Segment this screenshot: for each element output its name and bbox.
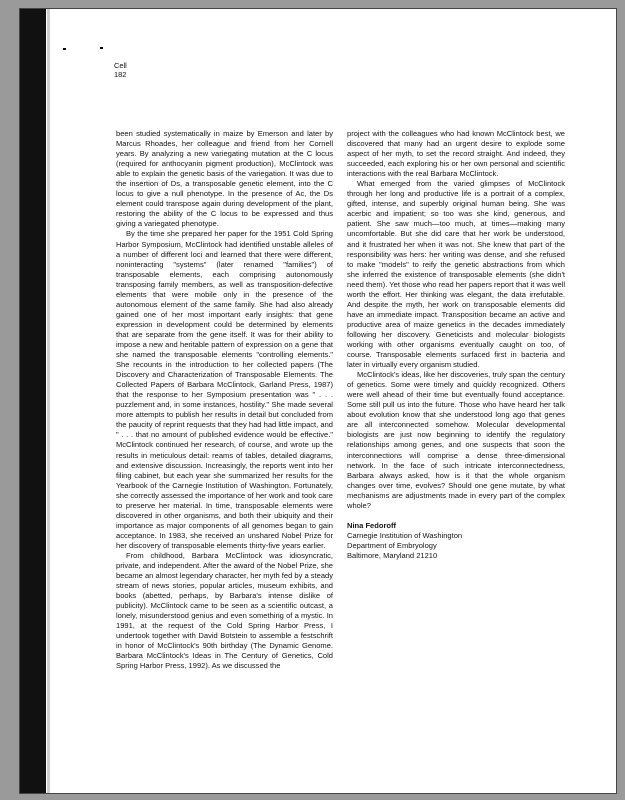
scan-mark [100,47,103,49]
journal-page [19,8,617,794]
author-signature [347,521,565,561]
author-name: Nina Fedoroff [347,520,397,530]
paragraph: What emerged from the varied glimpses of McClintock through her long and productive life is a portrait of a complex, gifted, intense, and superbly original human being. She was acerbic and impatient; so too was she kind, generous, and patient. She saw much—too much, at times—making many uncomfortable. But she did care that her work be understood, and it frustrated her when it was not. She knew that part of the responsibility was hers: her writing was dense, and she refused to make "models" to reify the genetic abstractions from which she inferred the existence of transposable elements (she didn't need them). Yet those who read her papers report that it was well worth the effort. Her thinking was elegant, the data irrefutable. And despite the myth, her work on transposable elements did have an immediate impact. Transposition became an active and productive area of maize genetics in the decades immediately following her discovery. Geneticists and molecular biologists working with other organisms eventually caught on too, of course. Transposable elements surfaced first in bacteria and later in virtually every organism studied. [347,179,565,370]
page-number: 182 [114,70,127,79]
author-department: Department of Embryology [347,540,437,550]
paragraph: From childhood, Barbara McClintock was idiosyncratic, private, and independent. After the award of the Nobel Prize, she became an almost legendary character, her myth fed by a steady stream of news stories, popular articles, museum exhibits, and books (abetted, perhaps, by Barbara's intense dislike of publicity). McClintock came to be seen as a scientific outcast, a lonely, misunderstood genius and even something of a mystic. In 1991, at the request of the Cold Spring Harbor Press, I undertook together with David Botstein to assemble a festschrift in honor of McClintock's 90th birthday (The Dynamic Genome. Barbara McClintock's Ideas in The Century of Genetics, Cold Spring Harbor Press, 1992). As we discussed the [116,550,333,671]
binding-edge [20,9,46,793]
paragraph: McClintock's ideas, like her discoveries, truly span the century of genetics. Some were timely and quickly recognized. Others were well ahead of their time but eventually found acceptance. Some still pull us into the future. Those who have heard her talk about evolution know that she understood long ago that genes are all interconnected somehow. Molecular developmental biologists are just now beginning to identify the regulatory relationships among genes, and one suspects that soon the interconnections will comprise a dense three-dimensional network. In the face of such intricate interconnectedness, Barbara always asked, how is it that the whole organism changes over time, evolves? Should one gene mutate, by what mechanisms are adjustments made in every part of the complex whole? [347,370,565,510]
paragraph: project with the colleagues who had known McClintock best, we discovered that many had an urgent desire to explode some aspect of her myth, to set the record straight. And indeed, they succeeded, each exploring his or her own personal and scientific interactions with the real Barbara McClintock. [347,129,565,179]
paragraph: been studied systematically in maize by Emerson and later by Marcus Rhoades, her colleague and friend from her Cornell years. By analyzing a new variegating mutation at the C locus (required for anthocyanin pigment production), McClintock was able to explain the genetic basis of the variegation. It was due to the insertion of Ds, a transposable genetic element, into the C locus to give a null phenotype. In the presence of Ac, the Ds element could transpose again during development of the plant, restoring the ability of the C locus to be expressed and thus giving a variegated phenotype. [116,129,333,229]
paragraph: By the time she prepared her paper for the 1951 Cold Spring Harbor Symposium, McClintock had identified unstable alleles of a number of different loci and learned that there were different, noninteracting "systems" (later renamed "families") of transposable elements, each comprising autonomously transposing family members, as well as transposition-defective elements that were mobile only in the presence of the autonomous element of the same family. She had also already gained one of her most important early insights: that gene expression in development could be determined by elements that are separate from the gene itself. It was for their ability to impose a new and heritable pattern of expression on a gene that she named the transposable elements "controlling elements." She recounts in the introduction to her collected papers (The Discovery and Characterization of Transposable Elements. The Collected Papers of Barbara McClintock, Garland Press, 1987) that the response to her Symposium presentation was " . . . puzzlement and, in some instances, hostility." She made several more attempts to publish her results in detail but concluded from the paucity of reprint requests that they had had little impact, and " . . . that no amount of published evidence would be effective." McClintock continued her research, of course, and wrote up the results in meticulous detail: reams of tables, detailed diagrams, and extensive discussion. Increasingly, the reports went into her filing cabinet, but each year she summarized her results for the Yearbook of the Carnegie Institution of Washington. Fortunately, she correctly assessed the importance of her work and took care to preserve her material. In time, transposable elements were discovered in other organisms, and both their ubiquity and their importance as major components of all genomes began to gain acceptance. In 1983, she received an unshared Nobel Prize for her discovery of transposable elements thirty-five years earlier. [116,229,333,550]
scan-mark [63,48,66,50]
journal-name: Cell [114,61,127,70]
right-column [347,129,565,561]
left-column [116,129,333,672]
author-address: Baltimore, Maryland 21210 [347,550,438,560]
author-affiliation: Carnegie Institution of Washington [347,530,463,540]
page-header [114,61,127,79]
